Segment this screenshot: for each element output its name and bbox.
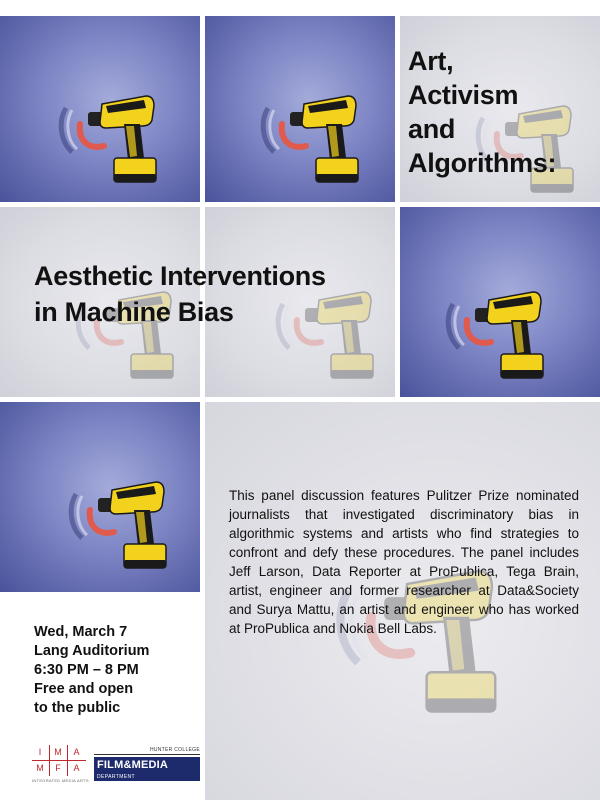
title-line: Activism xyxy=(408,80,519,110)
title-line: and xyxy=(408,114,456,144)
event-admission-line-2: to the public xyxy=(34,700,121,716)
image-tile-drill-2 xyxy=(205,16,395,202)
event-venue: Lang Auditorium xyxy=(34,643,150,659)
logo-letter: M xyxy=(50,745,68,761)
event-description: This panel discussion features Pulitzer Prize nominated journalists that investigated discriminatory bias in algorithmic systems and artists who find strategies to confront and defy these procedures. The panel includes Jeff Larson, Data Reporter at ProPublica, Tega Brain, artist, engineer and former researcher at Data&Society and Surya Mattu, an artist and engineer who has worked at ProPublica and Nokia Bell Labs. xyxy=(229,488,579,636)
logo-letter: F xyxy=(50,761,68,776)
image-tile-drill-3 xyxy=(400,207,600,397)
image-tile-drill-1 xyxy=(0,16,200,202)
drill-illustration xyxy=(58,66,168,186)
subtitle-line: Aesthetic Interventions xyxy=(34,261,326,291)
ima-logo-caption: INTEGRATED MEDIA ARTS xyxy=(32,778,89,783)
event-admission-line-1: Free and open xyxy=(34,681,134,697)
logo-letter: I xyxy=(32,745,50,761)
hunter-logo-top: HUNTER COLLEGE xyxy=(94,747,200,755)
logo-letter: A xyxy=(73,763,81,773)
event-time: 6:30 PM – 8 PM xyxy=(34,662,139,678)
event-date: Wed, March 7 xyxy=(34,624,128,640)
hunter-logo-main: FILM&MEDIA xyxy=(94,757,200,773)
hunter-film-media-logo xyxy=(94,747,200,781)
event-details xyxy=(34,623,204,718)
drill-illustration xyxy=(445,262,555,382)
drill-illustration xyxy=(68,452,178,572)
title-line: Algorithms: xyxy=(408,148,557,178)
subtitle-line: in Machine Bias xyxy=(34,297,234,327)
hunter-logo-bottom: DEPARTMENT xyxy=(94,773,200,781)
drill-illustration xyxy=(260,66,370,186)
logo-letter: M xyxy=(32,761,50,776)
title-line: Art, xyxy=(408,46,454,76)
ima-mfa-logo xyxy=(32,745,89,783)
poster-subtitle xyxy=(34,258,414,330)
poster-title xyxy=(408,44,598,180)
image-tile-drill-4 xyxy=(0,402,200,592)
logo-letter: A xyxy=(68,745,86,761)
